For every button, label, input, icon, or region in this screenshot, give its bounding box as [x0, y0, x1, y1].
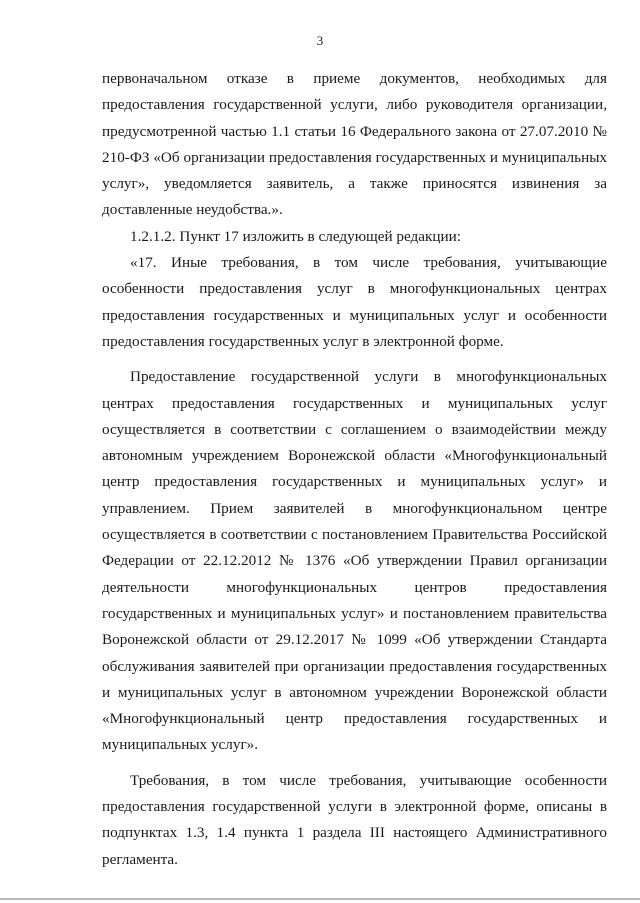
paragraph-item-1-2-1-2: 1.2.1.2. Пункт 17 изложить в следующей редакции:: [130, 227, 461, 245]
paragraph-mfc-provision: Предоставление государственной услуги в многофункциональных центрах предоставления государственных и муниципальных услуг осуществляется в соответствии с соглашением о взаимодействии между автономным учреждением Воронежской области «Многофункциональный центр предоставления государственных и муниципальных услуг» и управлением. Прием заявителей в многофункциональном центре осуществляется в соответствии с постановлением Правительства Российской Федерации от 22.12.2012 № 1376 «Об утверждении Правил организации деятельности многофункциональных центров предоставления государственных и муниципальных услуг» и постановлением правительства Воронежской области от 29.12.2017 № 1099 «Об утверждении Стандарта обслуживания заявителей при организации предоставления государственных и муниципальных услуг в автономном учреждении Воронежской области «Многофункциональный центр предоставления государственных и муниципальных услуг».: [102, 368, 607, 754]
paragraph-item-17: «17. Иные требования, в том числе требования, учитывающие особенности предоставления услуг в многофункциональных центрах предоставления государственных и муниципальных услуг и особенности предоставления государственных услуг в электронной форме.: [102, 254, 607, 350]
document-body: [102, 66, 607, 873]
paragraph-electronic-form: Требования, в том числе требования, учитывающие особенности предоставления государственной услуги в электронной форме, описаны в подпунктах 1.3, 1.4 пункта 1 раздела III настоящего Административного регламента.: [102, 771, 607, 868]
paragraph-continuation: первоначальном отказе в приеме документов, необходимых для предоставления государственной услуги, либо руководителя организации, предусмотренной частью 1.1 статьи 16 Федерального закона от 27.07.2010 № 210-ФЗ «Об организации предоставления государственных и муниципальных услуг», уведомляется заявитель, а также приносятся извинения за доставленные неудобства.».: [102, 70, 607, 219]
page-number: 3: [316, 33, 324, 48]
scan-edge-line: [0, 898, 640, 900]
